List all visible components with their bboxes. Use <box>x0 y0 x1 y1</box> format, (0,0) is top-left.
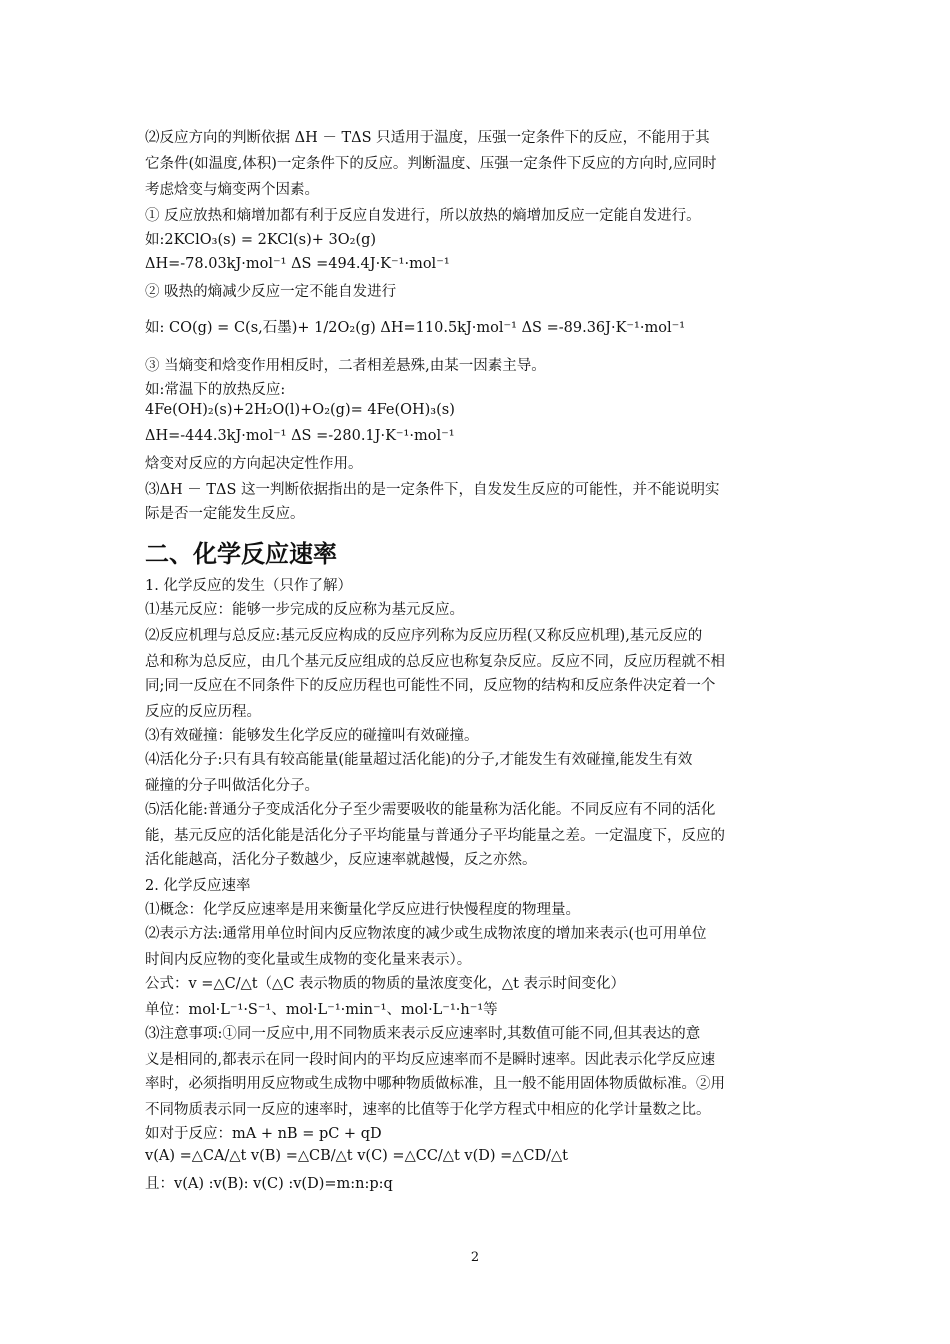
page-number: 2 <box>470 1250 480 1265</box>
text-line: 2. 化学反应速率 <box>145 878 251 894</box>
text-line: 活化能越高，活化分子数越少，反应速率就越慢，反之亦然。 <box>145 852 537 868</box>
text-line: 如:2KClO₃(s) = 2KCl(s)+ 3O₂(g) <box>145 232 377 248</box>
text-line: ⑴概念：化学反应速率是用来衡量化学反应进行快慢程度的物理量。 <box>145 902 580 918</box>
section-heading: 二、化学反应速率 <box>145 540 337 568</box>
text-line: 公式：v =△C/△t（△C 表示物质的物质的量浓度变化，△t 表示时间变化） <box>145 976 625 992</box>
text-line: ① 反应放热和熵增加都有利于反应自发进行，所以放热的熵增加反应一定能自发进行。 <box>145 208 701 224</box>
text-line: ⑷活化分子:只有具有较高能量(能量超过活化能)的分子,才能发生有效碰撞,能发生有效 <box>145 752 693 768</box>
text-line: 率时，必须指明用反应物或生成物中哪种物质做标准，且一般不能用固体物质做标准。②用 <box>145 1076 725 1092</box>
text-line: ΔH=-444.3kJ·mol⁻¹ ΔS =-280.1J·K⁻¹·mol⁻¹ <box>145 428 455 444</box>
text-line: 同;同一反应在不同条件下的反应历程也可能性不同，反应物的结构和反应条件决定着一个 <box>145 678 716 694</box>
text-line: 反应的反应历程。 <box>145 704 261 720</box>
text-line: ⑴基元反应：能够一步完成的反应称为基元反应。 <box>145 602 464 618</box>
text-line: 不同物质表示同一反应的速率时，速率的比值等于化学方程式中相应的化学计量数之比。 <box>145 1102 711 1118</box>
text-line: ⑶有效碰撞：能够发生化学反应的碰撞叫有效碰撞。 <box>145 728 479 744</box>
text-line: 碰撞的分子叫做活化分子。 <box>145 778 319 794</box>
text-line: 单位：mol·L⁻¹·S⁻¹、mol·L⁻¹·min⁻¹、mol·L⁻¹·h⁻¹等 <box>145 1002 498 1018</box>
text-line: 它条件(如温度,体积)一定条件下的反应。判断温度、压强一定条件下反应的方向时,应同时 <box>145 156 717 172</box>
text-line: 时间内反应物的变化量或生成物的变化量来表示）。 <box>145 952 472 968</box>
text-line: ② 吸热的熵减少反应一定不能自发进行 <box>145 284 397 300</box>
text-line: 能，基元反应的活化能是活化分子平均能量与普通分子平均能量之差。一定温度下，反应的 <box>145 828 725 844</box>
text-line: 如:常温下的放热反应: <box>145 382 286 398</box>
text-line: ③ 当熵变和焓变作用相反时，二者相差悬殊,由某一因素主导。 <box>145 358 546 374</box>
text-line: ⑶ΔH － TΔS 这一判断依据指出的是一定条件下，自发发生反应的可能性，并不能说明实 <box>145 482 720 498</box>
text-line: 考虑焓变与熵变两个因素。 <box>145 182 319 198</box>
text-line: ⑵表示方法:通常用单位时间内反应物浓度的减少或生成物浓度的增加来表示(也可用单位 <box>145 926 707 942</box>
text-line: 如对于反应：mA + nB = pC + qD <box>145 1126 382 1142</box>
text-line: 焓变对反应的方向起决定性作用。 <box>145 456 363 472</box>
text-line: 4Fe(OH)₂(s)+2H₂O(l)+O₂(g)= 4Fe(OH)₃(s) <box>145 402 455 418</box>
text-line: v(A) =△CA/△t v(B) =△CB/△t v(C) =△CC/△t v(D) =△CD/△t <box>145 1148 569 1164</box>
text-line: 如: CO(g) = C(s,石墨)+ 1/2O₂(g) ΔH=110.5kJ·mol⁻¹ ΔS =-89.36J·K⁻¹·mol⁻¹ <box>145 320 686 336</box>
text-line: 际是否一定能发生反应。 <box>145 506 305 522</box>
text-line: ⑵反应机理与总反应:基元反应构成的反应序列称为反应历程(又称反应机理),基元反应的 <box>145 628 703 644</box>
text-line: 且：v(A) :v(B): v(C) :v(D)=m:n:p:q <box>145 1176 393 1192</box>
text-line: 义是相同的,都表示在同一段时间内的平均反应速率而不是瞬时速率。因此表示化学反应速 <box>145 1052 716 1068</box>
text-line: ΔH=-78.03kJ·mol⁻¹ ΔS =494.4J·K⁻¹·mol⁻¹ <box>145 256 450 272</box>
text-line: ⑵反应方向的判断依据 ΔH － TΔS 只适用于温度，压强一定条件下的反应，不能用于其 <box>145 130 710 146</box>
text-line: ⑸活化能:普通分子变成活化分子至少需要吸收的能量称为活化能。不同反应有不同的活化 <box>145 802 716 818</box>
text-line: 总和称为总反应，由几个基元反应组成的总反应也称复杂反应。反应不同，反应历程就不相 <box>145 654 725 670</box>
text-line: ⑶注意事项:①同一反应中,用不同物质来表示反应速率时,其数值可能不同,但其表达的意 <box>145 1026 701 1042</box>
text-line: 1. 化学反应的发生（只作了解） <box>145 578 352 594</box>
